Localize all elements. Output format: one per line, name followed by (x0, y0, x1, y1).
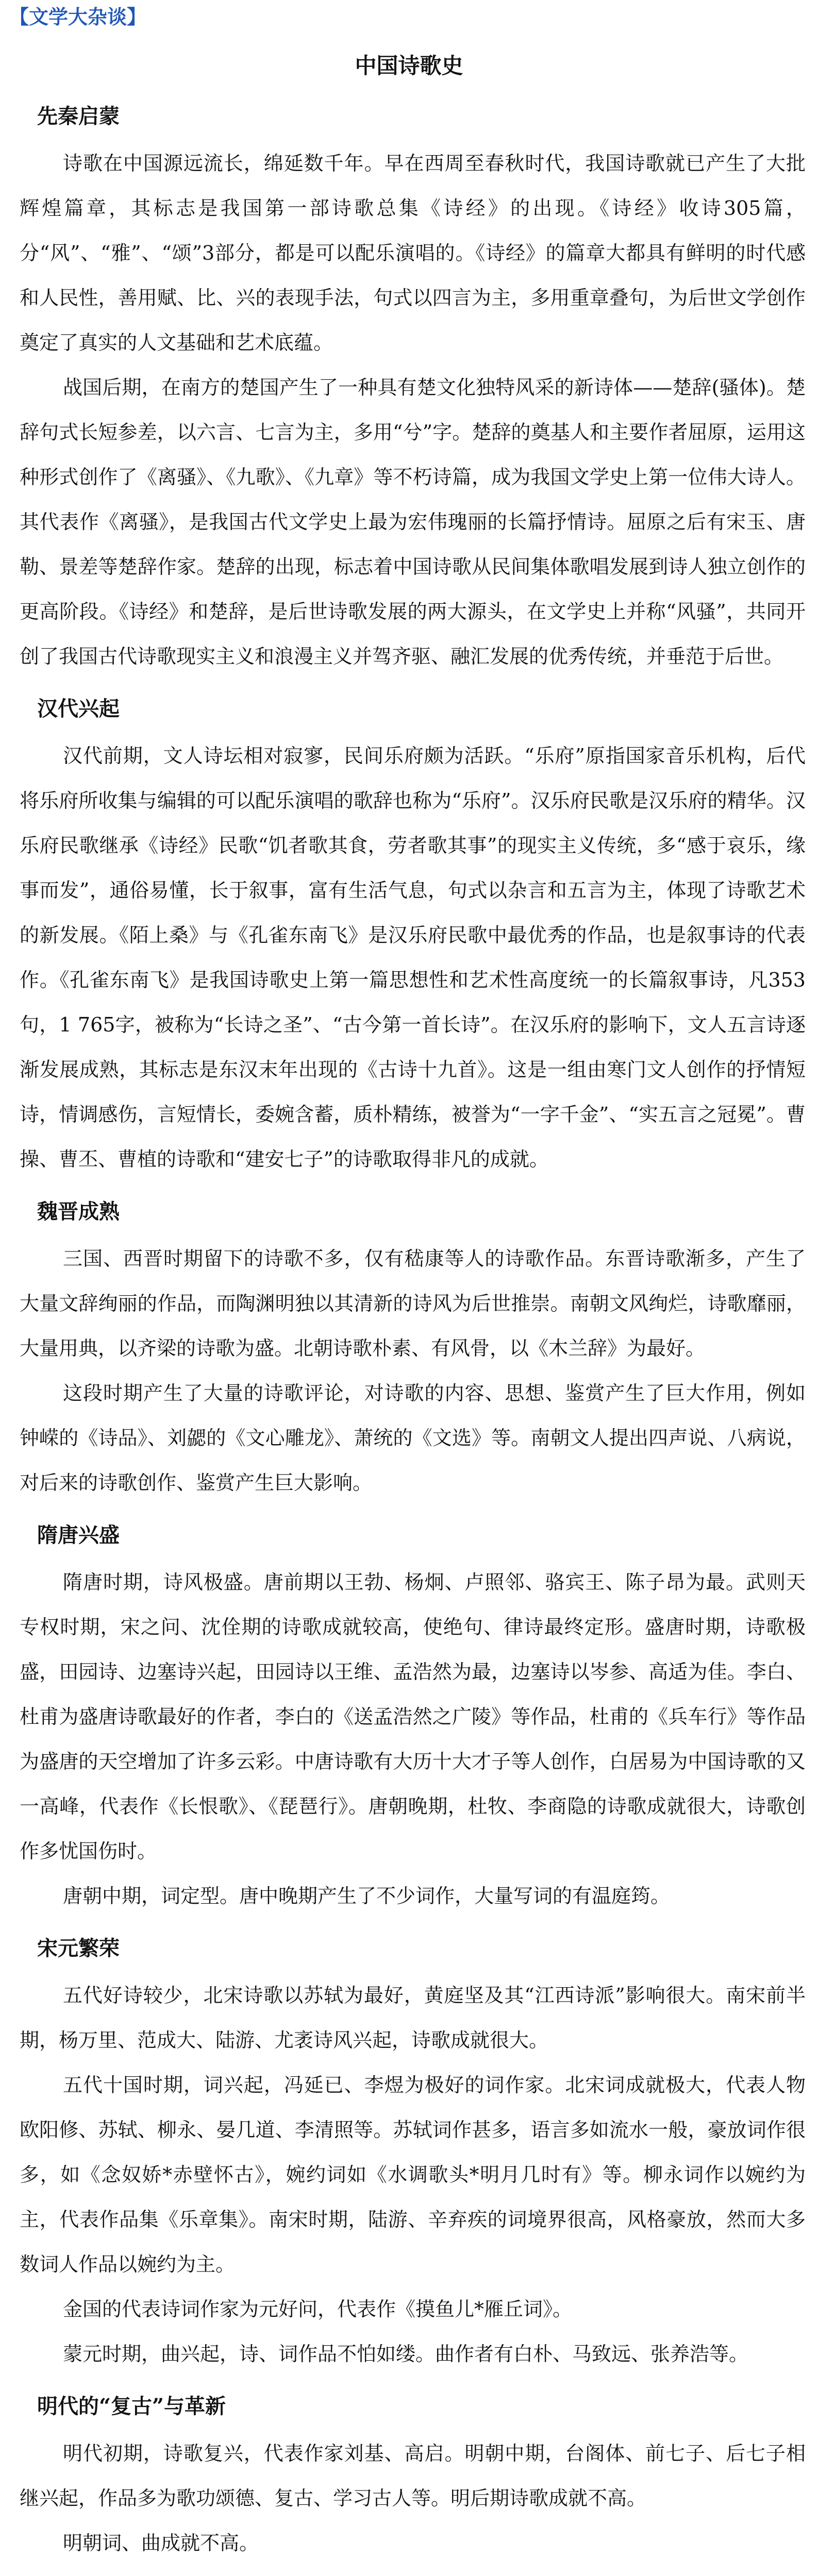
section-heading: 先秦启蒙 (37, 104, 120, 128)
section-heading: 宋元繁荣 (37, 1936, 120, 1960)
paragraph: 汉代前期，文人诗坛相对寂寥，民间乐府颇为活跃。“乐府”原指国家音乐机构，后代将乐府所收集与编辑的可以配乐演唱的歌辞也称为“乐府”。汉乐府民歌是汉乐府的精华。汉乐府民歌继承《诗经》民歌“饥者歌其食，劳者歌其事”的现实主义传统，多“感于哀乐，缘事而发”，通俗易懂，长于叙事，富有生活气息，句式以杂言和五言为主，体现了诗歌艺术的新发展。《陌上桑》与《孔雀东南飞》是汉乐府民歌中最优秀的作品，也是叙事诗的代表作。《孔雀东南飞》是我国诗歌史上第一篇思想性和艺术性高度统一的长篇叙事诗，凡353句，1 765字，被称为“长诗之圣”、“古今第一首长诗”。在汉乐府的影响下，文人五言诗逐渐发展成熟，其标志是东汉末年出现的《古诗十九首》。这是一组由寒门文人创作的抒情短诗，情调感伤，言短情长，委婉含蓄，质朴精练，被誉为“一字千金”、“实五言之冠冕”。曹操、曹丕、曹植的诗歌和“建安七子”的诗歌取得非凡的成就。 (20, 744, 806, 1171)
paragraph: 金国的代表诗词作家为元好问，代表作《摸鱼儿*雁丘词》。 (63, 2298, 573, 2320)
section-heading: 魏晋成熟 (37, 1199, 120, 1224)
article-body (9, 102, 809, 2576)
page-title: 中国诗歌史 (355, 53, 463, 78)
section-heading: 明代的“复古”与革新 (37, 2394, 226, 2418)
paragraph: 唐朝中期，词定型。唐中晚期产生了不少词作，大量写词的有温庭筠。 (63, 1885, 671, 1907)
section-heading: 汉代兴起 (37, 697, 120, 721)
column-tag: 【文学大杂谈】 (9, 6, 147, 28)
paragraph: 战国后期，在南方的楚国产生了一种具有楚文化独特风采的新诗体——楚辞(骚体)。楚辞句式长短参差，以六言、七言为主，多用“兮”字。楚辞的奠基人和主要作者屈原，运用这种形式创作了《离骚》、《九歌》、《九章》等不朽诗篇，成为我国文学史上第一位伟大诗人。其代表作《离骚》，是我国古代文学史上最为宏伟瑰丽的长篇抒情诗。屈原之后有宋玉、唐勒、景差等楚辞作家。楚辞的出现，标志着中国诗歌从民间集体歌唱发展到诗人独立创作的更高阶段。《诗经》和楚辞，是后世诗歌发展的两大源头，在文学史上并称“风骚”，共同开创了我国古代诗歌现实主义和浪漫主义并驾齐驱、融汇发展的优秀传统，并垂范于后世。 (20, 376, 806, 668)
paragraph: 五代好诗较少，北宋诗歌以苏轼为最好，黄庭坚及其“江西诗派”影响很大。南宋前半期，杨万里、范成大、陆游、尤袤诗风兴起，诗歌成就很大。 (20, 1984, 806, 2052)
paragraph: 这段时期产生了大量的诗歌评论，对诗歌的内容、思想、鉴赏产生了巨大作用，例如钟嵘的《诗品》、刘勰的《文心雕龙》、萧统的《文选》等。南朝文人提出四声说、八病说，对后来的诗歌创作、鉴赏产生巨大影响。 (20, 1382, 806, 1494)
paragraph: 诗歌在中国源远流长，绵延数千年。早在西周至春秋时代，我国诗歌就已产生了大批辉煌篇章，其标志是我国第一部诗歌总集《诗经》的出现。《诗经》收诗305篇，分“风”、“雅”、“颂”3部分，都是可以配乐演唱的。《诗经》的篇章大都具有鲜明的时代感和人民性，善用赋、比、兴的表现手法，句式以四言为主，多用重章叠句，为后世文学创作奠定了真实的人文基础和艺术底蕴。 (20, 152, 806, 354)
paragraph: 隋唐时期，诗风极盛。唐前期以王勃、杨炯、卢照邻、骆宾王、陈子昂为最。武则天专权时期，宋之问、沈佺期的诗歌成就较高，使绝句、律诗最终定形。盛唐时期，诗歌极盛，田园诗、边塞诗兴起，田园诗以王维、孟浩然为最，边塞诗以岑参、高适为佳。李白、杜甫为盛唐诗歌最好的作者，李白的《送孟浩然之广陵》等作品，杜甫的《兵车行》等作品为盛唐的天空增加了许多云彩。中唐诗歌有大历十大才子等人创作，白居易为中国诗歌的又一高峰，代表作《长恨歌》、《琵琶行》。唐朝晚期，杜牧、李商隐的诗歌成就很大，诗歌创作多忧国伤时。 (20, 1571, 806, 1862)
paragraph: 五代十国时期，词兴起，冯延已、李煜为极好的词作家。北宋词成就极大，代表人物欧阳修、苏轼、柳永、晏几道、李清照等。苏轼词作甚多，语言多如流水一般，豪放词作很多，如《念奴娇*赤壁怀古》，婉约词如《水调歌头*明月几时有》等。柳永词作以婉约为主，代表作品集《乐章集》。南宋时期，陆游、辛弃疾的词境界很高，风格豪放，然而大多数词人作品以婉约为主。 (20, 2074, 806, 2276)
paragraph: 明朝词、曲成就不高。 (63, 2532, 259, 2554)
paragraph: 三国、西晋时期留下的诗歌不多，仅有嵇康等人的诗歌作品。东晋诗歌渐多，产生了大量文辞绚丽的作品，而陶渊明独以其清新的诗风为后世推崇。南朝文风绚烂，诗歌靡丽，大量用典，以齐梁的诗歌为盛。北朝诗歌朴素、有风骨，以《木兰辞》为最好。 (20, 1247, 806, 1360)
paragraph: 明代初期，诗歌复兴，代表作家刘基、高启。明朝中期，台阁体、前七子、后七子相继兴起，作品多为歌功颂德、复古、学习古人等。明后期诗歌成就不高。 (20, 2442, 806, 2510)
section-heading: 隋唐兴盛 (37, 1523, 120, 1547)
paragraph: 蒙元时期，曲兴起，诗、词作品不怕如缕。曲作者有白朴、马致远、张养浩等。 (63, 2343, 749, 2365)
